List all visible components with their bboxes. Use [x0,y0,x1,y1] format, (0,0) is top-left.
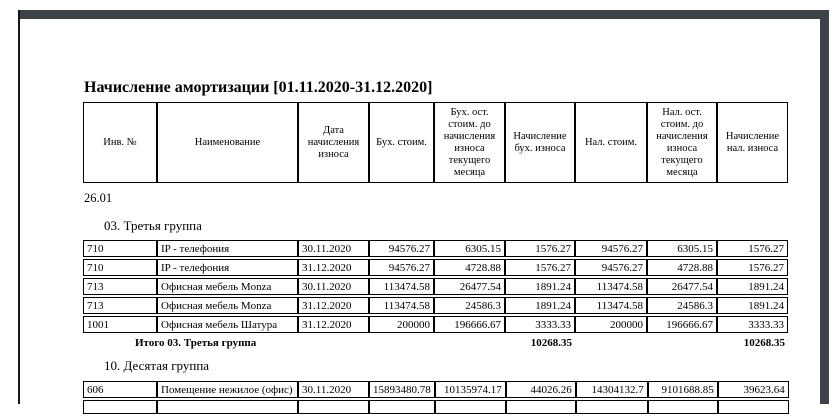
table-row [83,240,788,257]
cell: 200000 [575,316,647,333]
cell: Помещение нежилое (офис) [157,381,298,398]
cell: 1891.24 [505,297,575,314]
cell: 113474.58 [369,278,434,295]
cell [298,400,369,414]
cell: 1001 [83,316,157,333]
cell: 31.12.2020 [298,316,369,333]
cell: 94576.27 [575,240,647,257]
table-row [83,316,788,333]
cell: 14304132.7 [576,381,648,398]
cell: 31.12.2020 [298,297,369,314]
col-header-accounting-residual: Бух. ост. стоим. до начисления износа текущего месяца [434,102,505,183]
group-10-rows [83,381,789,414]
partial-row [83,400,789,414]
cell: 200000 [369,316,434,333]
table-row [83,381,789,398]
cell [369,400,435,414]
col-header-name: Наименование [157,102,298,183]
header-row [83,102,788,183]
col-header-accounting-depreciation: Начисление бух. износа [505,102,575,183]
cell: 1891.24 [717,297,788,314]
cell: 113474.58 [575,297,647,314]
cell: 1576.27 [717,240,788,257]
cell: 113474.58 [369,297,434,314]
cell: 4728.88 [647,259,717,276]
col-header-tax-cost: Нал. стоим. [575,102,647,183]
table-row [83,259,788,276]
page-frame-top [20,10,829,19]
cell [435,400,506,414]
cell: 94576.27 [575,259,647,276]
cell: 24586.3 [434,297,505,314]
cell [506,400,576,414]
cell: 710 [83,259,157,276]
cell: IP - телефония [157,240,298,257]
cell: 44026.26 [506,381,576,398]
cell: 606 [83,381,157,398]
cell: 30.11.2020 [298,381,369,398]
cell: 15893480.78 [369,381,435,398]
cell [157,400,298,414]
cell: 39623.64 [718,381,789,398]
account-code-label: 26.01 [84,191,113,205]
cell: Офисная мебель Шатура [157,316,298,333]
cell: 1576.27 [505,240,575,257]
cell: 1891.24 [505,278,575,295]
cell: 1891.24 [717,278,788,295]
cell: 710 [83,240,157,257]
col-header-tax-residual: Нал. ост. стоим. до начисления износа текущего месяца [647,102,717,183]
cell: 3333.33 [717,316,788,333]
cell: 30.11.2020 [298,278,369,295]
cell: 94576.27 [369,240,434,257]
group-total-accounting-depreciation: 10268.35 [530,337,572,349]
cell: 6305.15 [434,240,505,257]
cell: 31.12.2020 [298,259,369,276]
group-10-label: 10. Десятая группа [104,358,210,373]
cell: 26477.54 [434,278,505,295]
cell: 713 [83,278,157,295]
cell: 196666.67 [434,316,505,333]
group-03-label: 03. Третья группа [104,218,202,233]
report-title: Начисление амортизации [01.11.2020-31.12.2020] [84,79,433,96]
group-03-total-row [0,337,839,353]
cell: 94576.27 [369,259,434,276]
cell: Офисная мебель Monza [157,297,298,314]
table-row [83,297,788,314]
group-total-label: Итого 03. Третья группа [135,337,257,349]
group-total-tax-depreciation: 10268.35 [743,337,785,349]
cell [648,400,718,414]
col-header-tax-depreciation: Начисление нал. износа [717,102,788,183]
col-header-depreciation-date: Дата начисления износа [298,102,369,183]
group-03-rows [83,240,788,333]
cell: 26477.54 [647,278,717,295]
group-03-table [83,238,788,335]
cell: 3333.33 [505,316,575,333]
cell [718,400,789,414]
col-header-accounting-cost: Бух. стоим. [369,102,434,183]
cell: 4728.88 [434,259,505,276]
cell: Офисная мебель Monza [157,278,298,295]
cell [576,400,648,414]
cell: 713 [83,297,157,314]
cell: IP - телефония [157,259,298,276]
cell: 9101688.85 [648,381,718,398]
cell: 1576.27 [505,259,575,276]
table-row [83,278,788,295]
cell: 24586.3 [647,297,717,314]
depreciation-table-header [83,100,788,185]
cell [83,400,157,414]
cell: 30.11.2020 [298,240,369,257]
col-header-inventory-number: Инв. № [83,102,157,183]
cell: 113474.58 [575,278,647,295]
group-10-table [83,379,789,416]
cell: 196666.67 [647,316,717,333]
cell: 1576.27 [717,259,788,276]
cell: 6305.15 [647,240,717,257]
cell: 10135974.17 [435,381,506,398]
